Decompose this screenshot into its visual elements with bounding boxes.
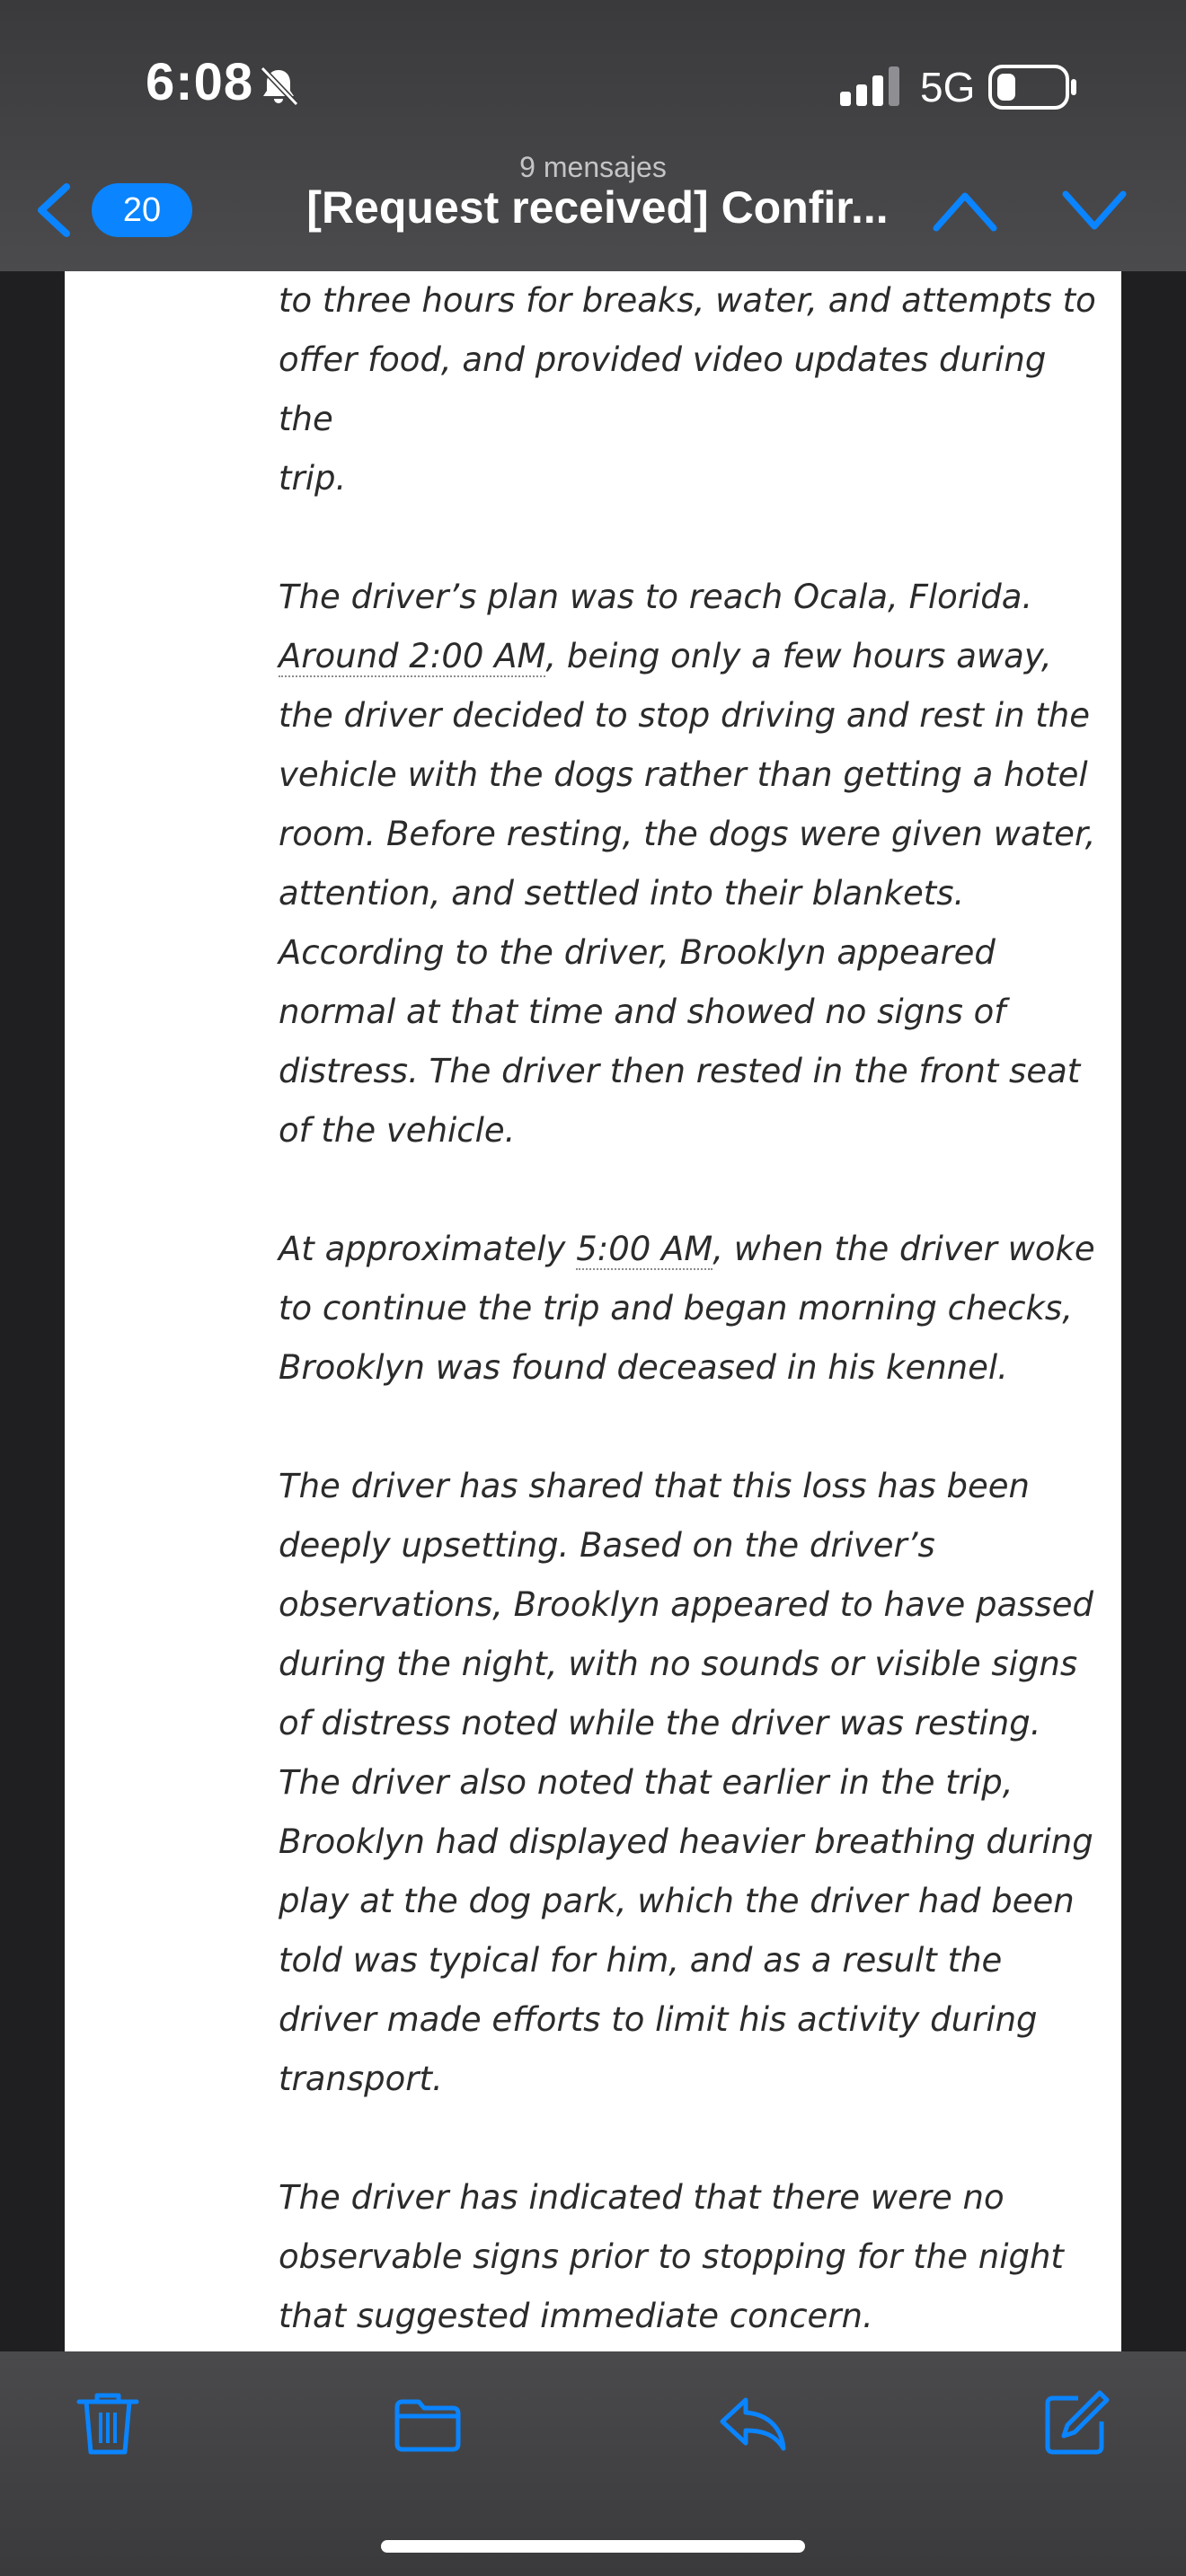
time-link-5am[interactable]: 5:00 AM — [576, 1230, 713, 1268]
chevron-left-icon — [34, 181, 74, 239]
chevron-up-icon[interactable] — [931, 185, 999, 235]
paragraph-2 — [279, 568, 1100, 1160]
network-label: 5G — [920, 64, 976, 110]
top-bar — [0, 0, 1186, 271]
home-indicator[interactable] — [381, 2540, 805, 2553]
status-time: 6:08 — [146, 53, 254, 111]
back-button[interactable] — [25, 176, 183, 244]
paragraph-4: The driver has shared that this loss has been deeply upsetting. Based on the driver’s observations, Brooklyn appeared to have passed during the night, with no sounds or visible signs of distress noted while the driver was resting. The driver also noted that earlier in the trip, Brooklyn had displayed heavier breathing during play at the dog park, which the driver had been told was typical for him, and as a result the driver made efforts to limit his activity during transport. — [279, 1467, 1094, 2098]
paragraph-2-text-b: , being only a few hours away, the driver decided to stop driving and rest in the vehicle with the dogs rather than getting a hotel room. Before resting, the dogs were given water, attention, and settled into their blankets. According to the driver, Brooklyn appeared normal at that time and showed no signs of distress. The driver then rested in the front seat of the vehicle. — [279, 637, 1096, 1150]
unread-count-badge: 20 — [92, 183, 192, 237]
email-subject: [Request received] Confir... — [306, 182, 889, 233]
chevron-down-icon[interactable] — [1060, 185, 1128, 235]
bottom-toolbar — [0, 2351, 1186, 2576]
compose-icon[interactable] — [1042, 2389, 1111, 2457]
bell-slash-icon — [255, 63, 302, 110]
paragraph-3-text-b: , when the driver woke to continue the trip and began morning checks, Brooklyn was found deceased in his kennel. — [279, 1230, 1095, 1387]
time-link-2am[interactable]: Around 2:00 AM — [279, 637, 546, 675]
paragraph-1: to three hours for breaks, water, and attempts to offer food, and provided video updates during the trip. — [279, 281, 1096, 498]
battery-icon — [988, 63, 1078, 111]
reply-icon[interactable] — [719, 2389, 787, 2457]
paragraph-5: The driver has indicated that there were no observable signs prior to stopping for the night that suggested immediate concern. — [279, 2178, 1064, 2335]
email-body — [279, 271, 1100, 2405]
paragraph-3-text-a: At approximately — [279, 1230, 577, 1268]
message-count: 9 mensajes — [519, 151, 667, 183]
paragraph-2-text-a: The driver’s plan was to reach Ocala, Florida. — [279, 578, 1033, 616]
signal-icon — [840, 66, 901, 106]
folder-icon[interactable] — [394, 2389, 462, 2457]
trash-icon[interactable] — [74, 2389, 142, 2457]
paragraph-3 — [279, 1220, 1100, 1398]
